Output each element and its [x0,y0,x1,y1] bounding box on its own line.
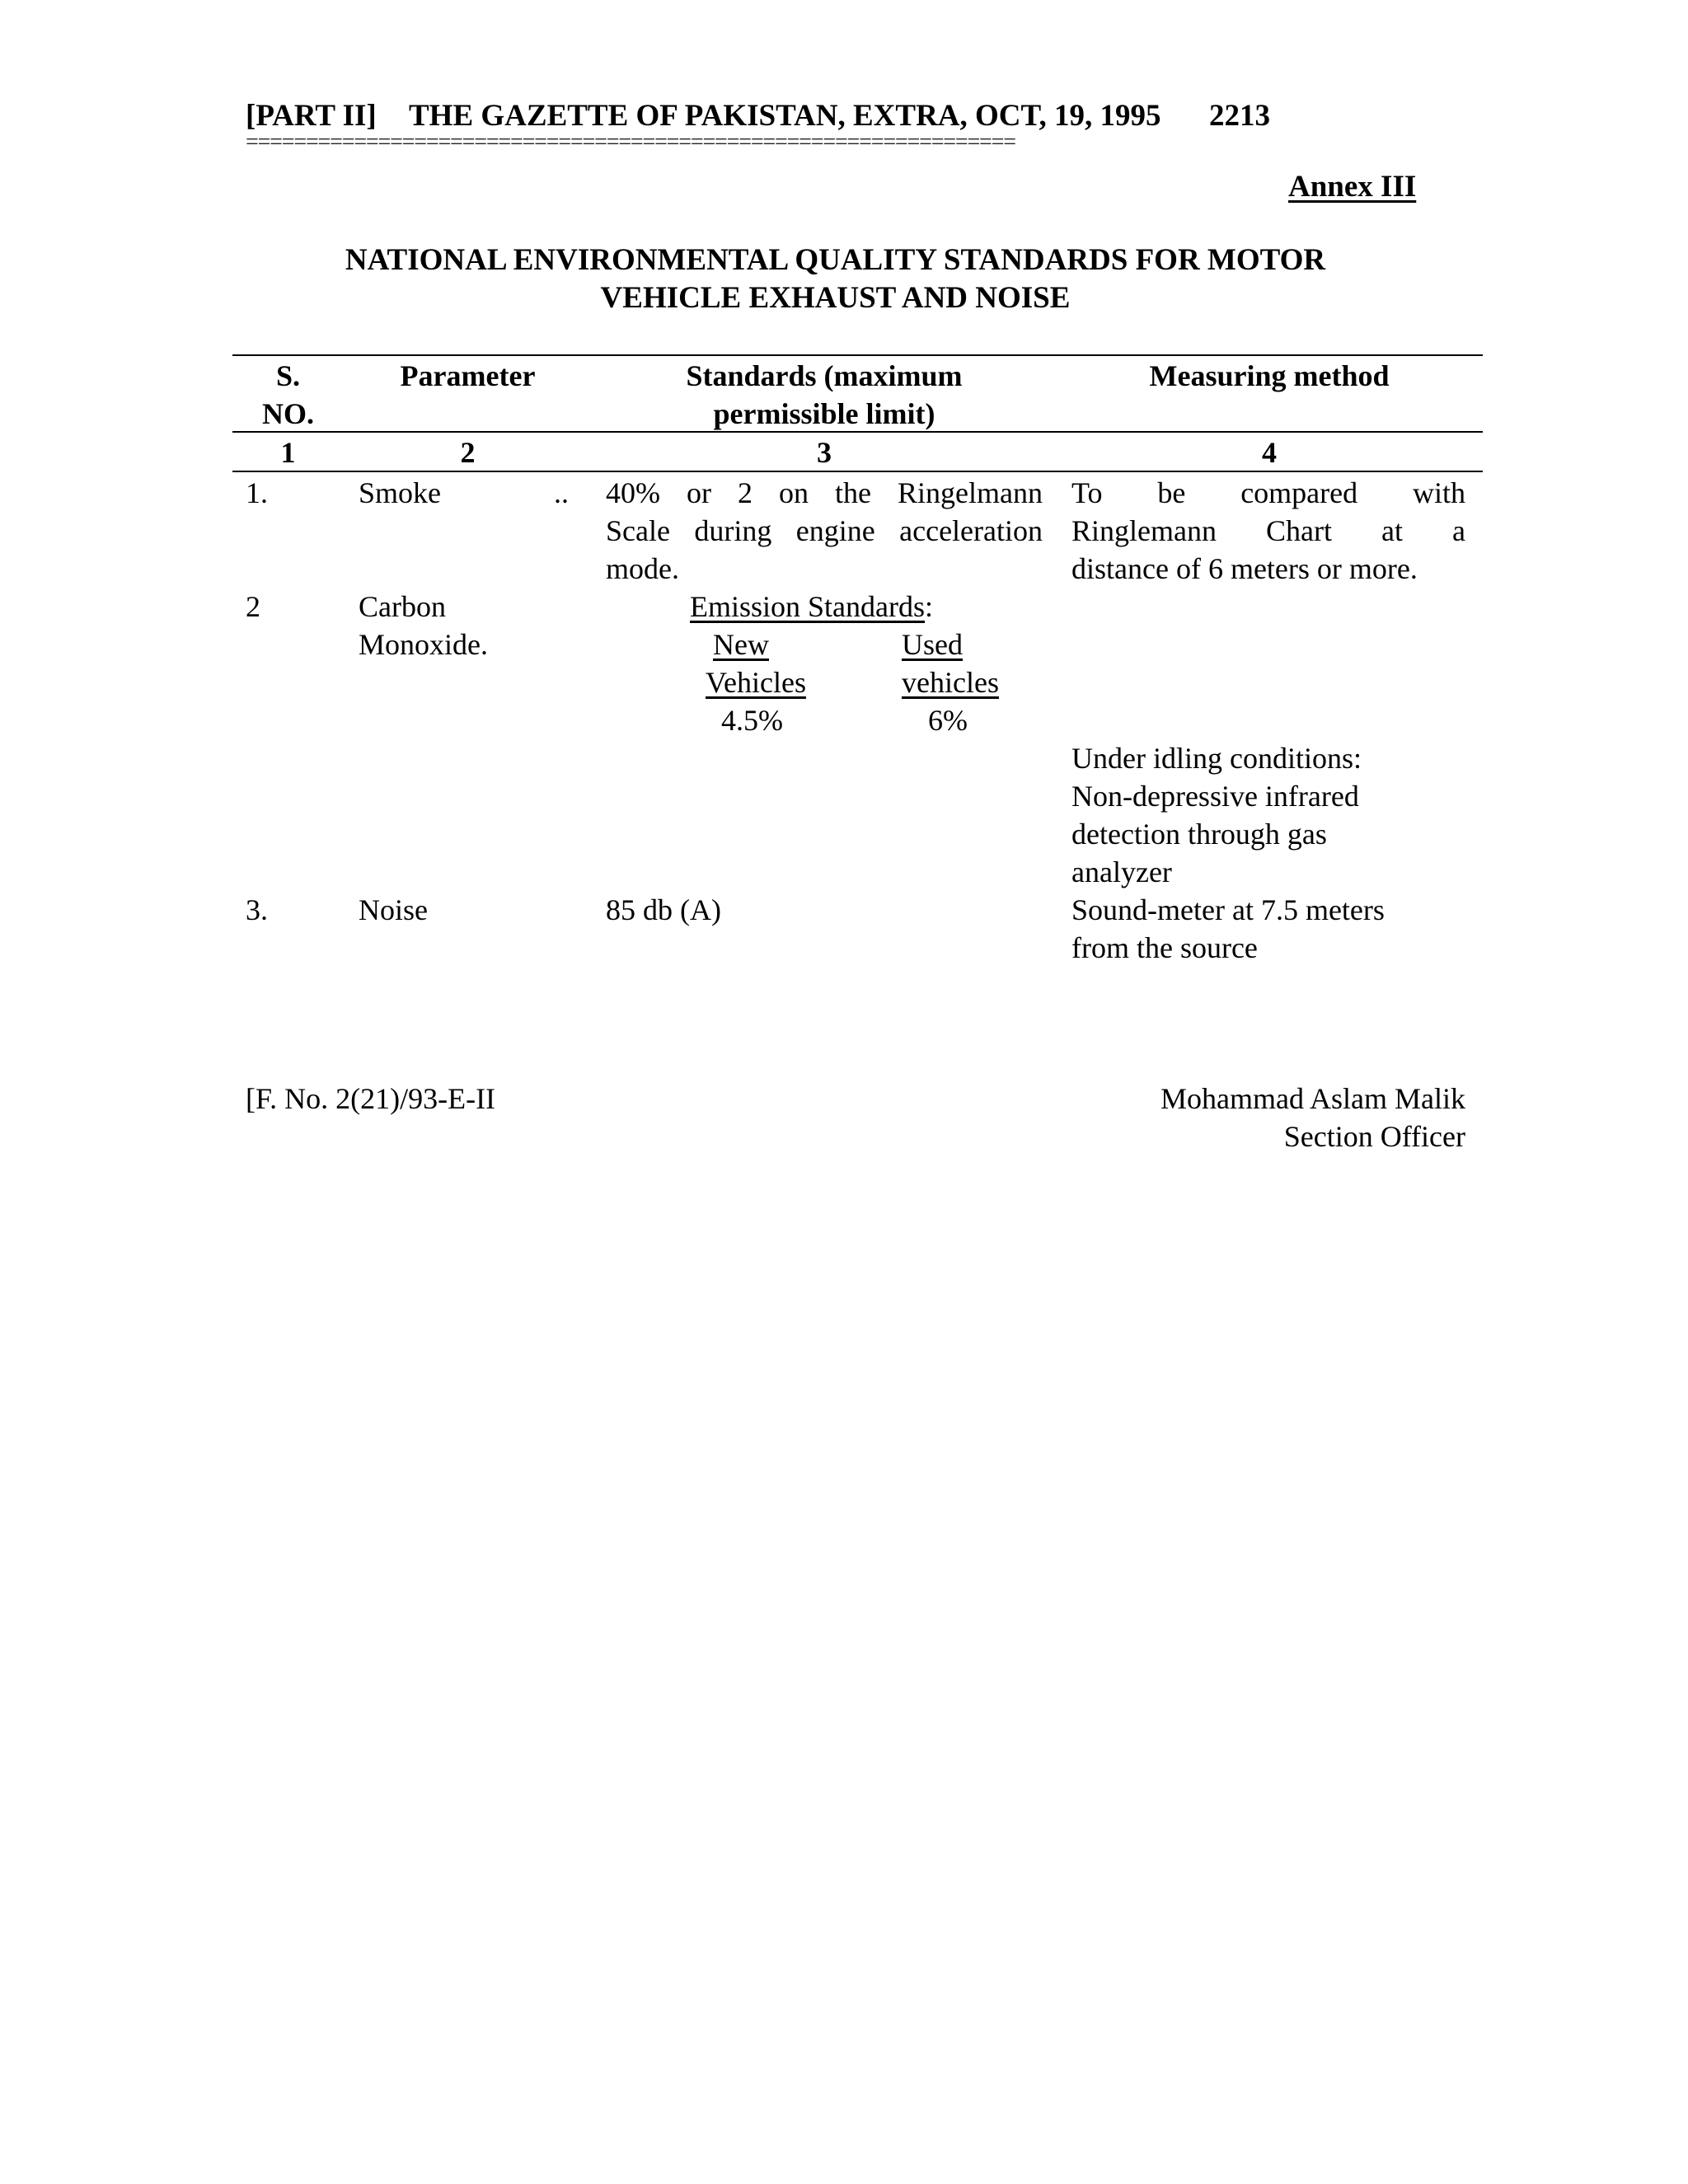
row-method-line: Sound-meter at 7.5 meters [1071,893,1385,926]
new-vehicles-label: Vehicles [706,666,806,699]
row-method-line: Ringlemann Chart at a [1071,514,1465,547]
row-standard-line: mode. [606,552,679,585]
row-parameter: Noise [359,893,428,926]
row-method-line: distance of 6 meters or more. [1071,552,1418,585]
column-number: 1 [280,436,296,469]
row-method-line: Non-depressive infrared [1071,780,1359,813]
header-method: Measuring method [1149,359,1390,392]
document-title-line-2: VEHICLE EXHAUST AND NOISE [600,281,1071,315]
header-standards-line-1: Standards (maximum [686,359,963,392]
used-vehicles-label: vehicles [902,666,999,699]
new-vehicles-value: 4.5% [721,704,783,737]
row-method-line: Under idling conditions: [1071,742,1362,775]
row-parameter-line: Monoxide. [359,628,488,661]
row-method-line: detection through gas [1071,818,1327,851]
row-method-line: To be compared with [1071,476,1465,509]
used-vehicles-label: Used [902,628,963,661]
emission-standards-colon: : [925,590,934,623]
column-number: 4 [1262,436,1277,469]
row-standard-line: Scale during engine acceleration [606,514,1043,547]
row-sno: 2 [246,590,260,623]
file-number: [F. No. 2(21)/93-E-II [246,1082,496,1115]
part-label-text: [PART II] [246,99,377,133]
row-standard-line: 40% or 2 on the Ringelmann [606,476,1043,509]
signatory-designation: Section Officer [1283,1120,1465,1153]
header-rule: ================================================================ [246,129,1015,155]
header-standards-line-2: permissible limit) [713,397,935,430]
used-vehicles-value: 6% [928,704,968,737]
emission-standards-label: Emission Standards [690,590,925,623]
signatory-name: Mohammad Aslam Malik [1160,1082,1465,1115]
header-sno-line-1: S. [275,359,301,392]
new-vehicles-label: New [713,628,769,661]
annex-label: Annex III [1288,170,1417,204]
row-parameter: Smoke [359,476,442,509]
row-parameter-leader: .. [554,476,569,509]
emission-standards-heading [690,588,933,626]
row-method-line: from the source [1071,931,1258,964]
column-number: 2 [460,436,476,469]
row-standard: 85 db (A) [606,893,721,926]
header-parameter: Parameter [400,359,536,392]
table-top-rule [232,354,1483,356]
row-sno: 1. [246,476,268,509]
column-number: 3 [817,436,832,469]
row-method-line: analyzer [1071,855,1172,888]
page-number: 2213 [1209,99,1270,133]
header-sno-line-2: NO. [262,397,314,430]
row-parameter-line: Carbon [359,590,446,623]
document-title-line-1: NATIONAL ENVIRONMENTAL QUALITY STANDARDS FOR MOTOR [345,243,1326,277]
row-sno: 3. [246,893,268,926]
gazette-title: THE GAZETTE OF PAKISTAN, EXTRA, OCT, 19, 1995 [409,99,1161,133]
